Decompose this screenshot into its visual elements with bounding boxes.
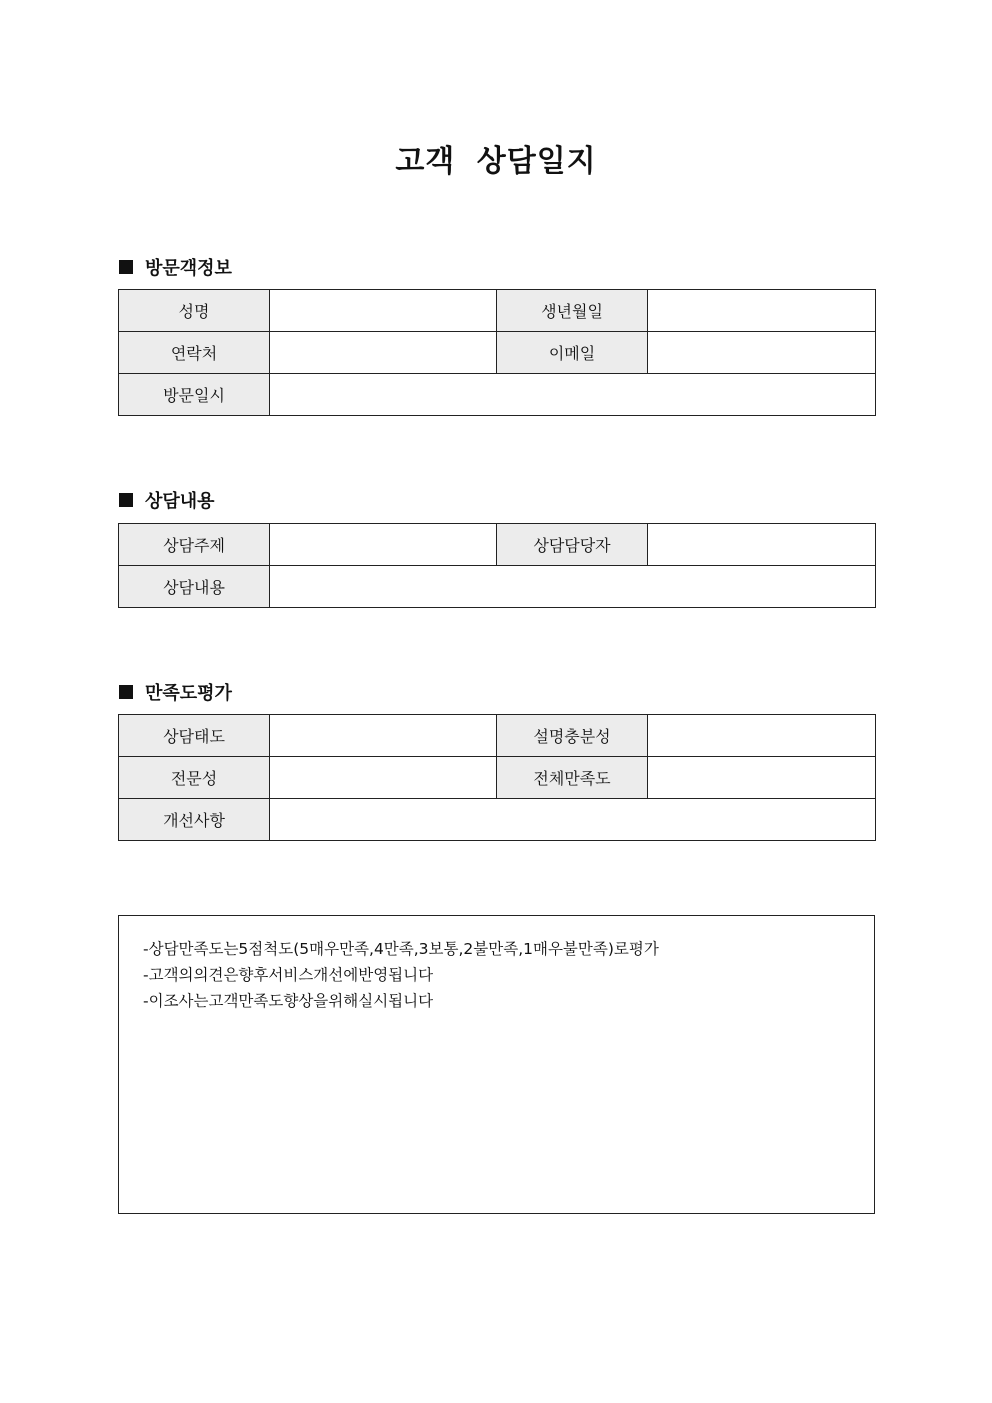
table-row: [119, 374, 876, 416]
explanation-label: 설명충분성: [497, 715, 648, 757]
document-title: 고객 상담일지: [395, 144, 597, 179]
overall-label: 전체만족도: [497, 757, 648, 799]
visit-datetime-label: 방문일시: [119, 374, 270, 416]
contact-field[interactable]: [270, 332, 497, 374]
notes-list: [119, 916, 874, 1014]
content-field[interactable]: [270, 566, 876, 608]
table-row: [119, 290, 876, 332]
expertise-label: 전문성: [119, 757, 270, 799]
content-label: 상담내용: [119, 566, 270, 608]
section-heading-satisfaction: [119, 679, 232, 705]
name-field[interactable]: [270, 290, 497, 332]
topic-label: 상담주제: [119, 524, 270, 566]
staff-label: 상담담당자: [497, 524, 648, 566]
birth-field[interactable]: [648, 290, 876, 332]
square-bullet-icon: [119, 260, 133, 274]
note-item: -상담만족도는5점척도(5매우만족,4만족,3보통,2불만족,1매우불만족)로평가: [143, 940, 659, 958]
attitude-field[interactable]: [270, 715, 497, 757]
improvements-label: 개선사항: [119, 799, 270, 841]
overall-field[interactable]: [648, 757, 876, 799]
email-field[interactable]: [648, 332, 876, 374]
table-row: [119, 566, 876, 608]
email-label: 이메일: [497, 332, 648, 374]
notes-box: [118, 915, 875, 1214]
table-row: [119, 524, 876, 566]
staff-field[interactable]: [648, 524, 876, 566]
visit-datetime-field[interactable]: [270, 374, 876, 416]
section-title: 만족도평가: [145, 683, 232, 704]
topic-field[interactable]: [270, 524, 497, 566]
improvements-field[interactable]: [270, 799, 876, 841]
attitude-label: 상담태도: [119, 715, 270, 757]
name-label: 성명: [119, 290, 270, 332]
contact-label: 연락처: [119, 332, 270, 374]
visitor-info-table: [118, 289, 876, 416]
section-heading-consultation: [119, 487, 215, 513]
square-bullet-icon: [119, 493, 133, 507]
note-item: -이조사는고객만족도향상을위해실시됩니다: [143, 992, 434, 1010]
table-row: [119, 332, 876, 374]
expertise-field[interactable]: [270, 757, 497, 799]
table-row: [119, 799, 876, 841]
birth-label: 생년월일: [497, 290, 648, 332]
table-row: [119, 715, 876, 757]
note-item: -고객의의견은향후서비스개선에반영됩니다: [143, 966, 434, 984]
section-title: 방문객정보: [145, 258, 232, 279]
explanation-field[interactable]: [648, 715, 876, 757]
square-bullet-icon: [119, 685, 133, 699]
satisfaction-table: [118, 714, 876, 841]
section-title: 상담내용: [145, 491, 215, 512]
section-heading-visitor: [119, 254, 232, 280]
table-row: [119, 757, 876, 799]
consultation-table: [118, 523, 876, 608]
